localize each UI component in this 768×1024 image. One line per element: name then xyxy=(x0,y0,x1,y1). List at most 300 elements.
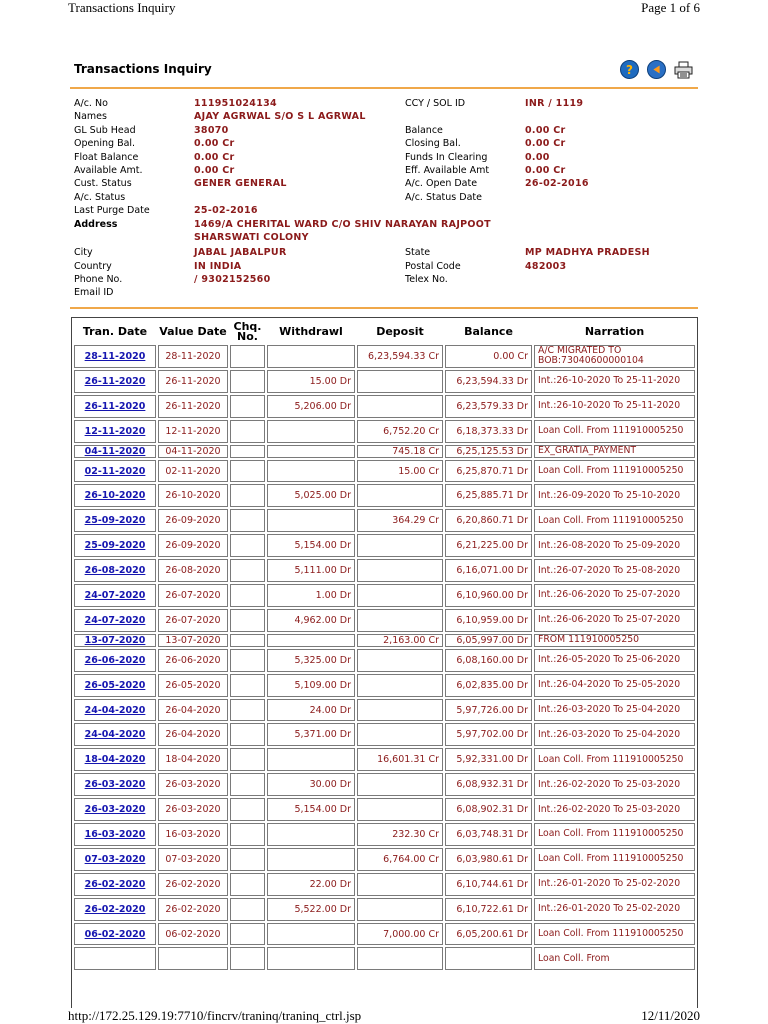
info-row xyxy=(74,138,700,151)
withdrawl-cell: 5,154.00 Dr xyxy=(267,798,355,821)
withdrawl-cell: 5,025.00 Dr xyxy=(267,484,355,507)
print-icon[interactable] xyxy=(674,61,693,79)
deposit-cell: 745.18 Cr xyxy=(357,445,443,458)
narration-cell: Loan Coll. From 111910005250 xyxy=(534,748,695,771)
tran-date-link[interactable]: 16-03-2020 xyxy=(84,828,146,840)
address-line2: SHARSWATI COLONY xyxy=(194,231,309,243)
tran-date-cell xyxy=(74,798,156,821)
chq-no-cell xyxy=(230,748,265,771)
narration-cell: Int.:26-01-2020 To 25-02-2020 xyxy=(534,898,695,921)
tran-date-link[interactable]: 26-11-2020 xyxy=(84,375,146,387)
tran-date-link[interactable]: 26-02-2020 xyxy=(84,903,146,915)
narration-cell: Loan Coll. From 111910005250 xyxy=(534,509,695,532)
withdrawl-cell xyxy=(267,445,355,458)
balance-cell xyxy=(445,947,532,970)
table-row xyxy=(74,748,695,771)
chq-no-cell xyxy=(230,534,265,557)
chq-no-cell xyxy=(230,460,265,483)
names-label: Names xyxy=(74,111,107,123)
chq-no-cell xyxy=(230,898,265,921)
table-row xyxy=(74,923,695,946)
print-header-page: Page 1 of 6 xyxy=(641,0,700,15)
open-date-label: A/c. Open Date xyxy=(405,178,478,190)
tran-date-cell xyxy=(74,370,156,393)
tran-date-link[interactable]: 26-06-2020 xyxy=(84,654,146,666)
address-label: Address xyxy=(74,218,118,230)
value-date-cell: 26-11-2020 xyxy=(158,395,228,418)
ccy-value: INR / 1119 xyxy=(525,98,584,109)
deposit-cell xyxy=(357,534,443,557)
value-date-cell: 02-11-2020 xyxy=(158,460,228,483)
tran-date-cell xyxy=(74,898,156,921)
chq-no-cell xyxy=(230,370,265,393)
tran-date-cell xyxy=(74,634,156,647)
float-value: 0.00 Cr xyxy=(194,151,235,163)
table-row xyxy=(74,773,695,796)
withdrawl-cell xyxy=(267,848,355,871)
opening-label: Opening Bal. xyxy=(74,138,136,150)
table-header-row xyxy=(74,320,695,343)
withdrawl-cell xyxy=(267,748,355,771)
open-date-value: 26-02-2016 xyxy=(525,178,589,190)
withdrawl-cell: 15.00 Dr xyxy=(267,370,355,393)
chq-no-cell xyxy=(230,584,265,607)
help-icon[interactable]: ? xyxy=(620,60,639,79)
table-row xyxy=(74,699,695,722)
purge-value: 25-02-2016 xyxy=(194,205,258,217)
tran-date-link[interactable]: 02-11-2020 xyxy=(84,465,146,477)
withdrawl-cell xyxy=(267,823,355,846)
narration-cell: Int.:26-06-2020 To 25-07-2020 xyxy=(534,609,695,632)
withdrawl-cell: 5,371.00 Dr xyxy=(267,723,355,746)
tran-date-link[interactable]: 13-07-2020 xyxy=(84,634,146,646)
closing-value: 0.00 Cr xyxy=(525,138,566,150)
eff-label: Eff. Available Amt xyxy=(405,164,490,176)
balance-cell: 6,25,125.53 Dr xyxy=(445,445,532,458)
balance-cell: 6,16,071.00 Dr xyxy=(445,559,532,582)
balance-cell: 6,25,870.71 Dr xyxy=(445,460,532,483)
value-date-cell: 26-10-2020 xyxy=(158,484,228,507)
tran-date-link[interactable]: 18-04-2020 xyxy=(84,754,146,766)
print-header-title: Transactions Inquiry xyxy=(68,0,176,15)
value-date-cell: 26-09-2020 xyxy=(158,534,228,557)
deposit-cell: 15.00 Cr xyxy=(357,460,443,483)
col-withdrawl: Withdrawl xyxy=(279,324,343,338)
deposit-cell: 364.29 Cr xyxy=(357,509,443,532)
chq-no-cell xyxy=(230,484,265,507)
narration-cell: Int.:26-06-2020 To 25-07-2020 xyxy=(534,584,695,607)
info-row xyxy=(74,111,700,124)
value-date-cell: 07-03-2020 xyxy=(158,848,228,871)
opening-value: 0.00 Cr xyxy=(194,138,235,150)
deposit-cell: 7,000.00 Cr xyxy=(357,923,443,946)
float-label: Float Balance xyxy=(74,151,139,163)
tran-date-cell xyxy=(74,674,156,697)
cust-status-value: GENER GENERAL xyxy=(194,178,287,190)
title-divider xyxy=(70,87,698,89)
deposit-cell xyxy=(357,395,443,418)
info-row xyxy=(74,219,700,246)
tran-date-link[interactable]: 24-07-2020 xyxy=(84,589,146,601)
table-row xyxy=(74,649,695,672)
chq-no-cell xyxy=(230,947,265,970)
phone-value: / 9302152560 xyxy=(194,274,271,286)
balance-cell: 5,97,702.00 Dr xyxy=(445,723,532,746)
balance-cell: 6,25,885.71 Dr xyxy=(445,484,532,507)
table-row xyxy=(74,609,695,632)
table-row xyxy=(74,420,695,443)
withdrawl-cell xyxy=(267,420,355,443)
balance-cell: 6,03,748.31 Dr xyxy=(445,823,532,846)
tran-date-link[interactable]: 26-05-2020 xyxy=(84,679,146,691)
tran-date-link[interactable]: 07-03-2020 xyxy=(84,853,146,865)
balance-cell: 6,05,997.00 Dr xyxy=(445,634,532,647)
state-value: MP MADHYA PRADESH xyxy=(525,247,650,259)
withdrawl-cell xyxy=(267,923,355,946)
withdrawl-cell: 5,111.00 Dr xyxy=(267,559,355,582)
tran-date-link[interactable]: 26-02-2020 xyxy=(84,878,146,890)
table-row xyxy=(74,674,695,697)
eff-value: 0.00 Cr xyxy=(525,164,566,176)
chq-no-cell xyxy=(230,649,265,672)
deposit-cell: 16,601.31 Cr xyxy=(357,748,443,771)
telex-label: Telex No. xyxy=(405,274,448,286)
narration-cell: Loan Coll. From 111910005250 xyxy=(534,420,695,443)
col-chq-no: Chq. No. xyxy=(233,319,262,343)
tran-date-cell xyxy=(74,509,156,532)
transactions-body xyxy=(74,345,695,970)
ac-status-label: A/c. Status xyxy=(74,191,126,203)
tran-date-link[interactable]: 25-09-2020 xyxy=(84,540,146,552)
chq-no-cell xyxy=(230,395,265,418)
tran-date-link[interactable]: 25-09-2020 xyxy=(84,515,146,527)
deposit-cell xyxy=(357,584,443,607)
balance-cell: 6,05,200.61 Dr xyxy=(445,923,532,946)
ccy-label: CCY / SOL ID xyxy=(405,98,466,109)
table-row xyxy=(74,509,695,532)
value-date-cell: 26-04-2020 xyxy=(158,699,228,722)
chq-no-cell xyxy=(230,509,265,532)
table-row xyxy=(74,584,695,607)
deposit-cell: 6,752.20 Cr xyxy=(357,420,443,443)
value-date-cell: 26-07-2020 xyxy=(158,609,228,632)
deposit-cell xyxy=(357,773,443,796)
info-divider xyxy=(70,307,698,309)
narration-cell: FROM 111910005250 xyxy=(534,634,695,647)
narration-cell: Int.:26-10-2020 To 25-11-2020 xyxy=(534,370,695,393)
balance-cell: 6,10,722.61 Dr xyxy=(445,898,532,921)
chq-no-cell xyxy=(230,420,265,443)
col-value-date: Value Date xyxy=(159,324,227,338)
info-row xyxy=(74,205,700,218)
withdrawl-cell: 5,206.00 Dr xyxy=(267,395,355,418)
balance-cell: 6,10,960.00 Dr xyxy=(445,584,532,607)
withdrawl-cell xyxy=(267,509,355,532)
info-row xyxy=(74,165,700,178)
tran-date-link[interactable]: 28-11-2020 xyxy=(84,350,146,362)
chq-no-cell xyxy=(230,445,265,458)
ac-no-label: A/c. No xyxy=(74,98,108,109)
toolbar xyxy=(620,60,693,79)
tran-date-cell xyxy=(74,345,156,368)
value-date-cell: 18-04-2020 xyxy=(158,748,228,771)
value-date-cell: 16-03-2020 xyxy=(158,823,228,846)
narration-cell: Int.:26-08-2020 To 25-09-2020 xyxy=(534,534,695,557)
tran-date-cell xyxy=(74,559,156,582)
balance-cell: 6,10,959.00 Dr xyxy=(445,609,532,632)
balance-cell: 6,10,744.61 Dr xyxy=(445,873,532,896)
narration-cell: Int.:26-02-2020 To 25-03-2020 xyxy=(534,773,695,796)
state-label: State xyxy=(405,247,431,259)
tran-date-cell xyxy=(74,723,156,746)
table-row xyxy=(74,559,695,582)
clearing-label: Funds In Clearing xyxy=(405,151,488,163)
tran-date-cell xyxy=(74,823,156,846)
available-value: 0.00 Cr xyxy=(194,164,235,176)
tran-date-cell xyxy=(74,699,156,722)
gl-value: 38070 xyxy=(194,124,229,136)
table-row xyxy=(74,534,695,557)
table-row xyxy=(74,798,695,821)
deposit-cell xyxy=(357,609,443,632)
transactions-table xyxy=(72,318,697,972)
tran-date-link[interactable]: 26-03-2020 xyxy=(84,779,146,791)
table-row xyxy=(74,445,695,458)
print-footer-date: 12/11/2020 xyxy=(641,1008,700,1023)
value-date-cell: 26-02-2020 xyxy=(158,873,228,896)
narration-cell: Int.:26-01-2020 To 25-02-2020 xyxy=(534,873,695,896)
balance-cell: 6,02,835.00 Dr xyxy=(445,674,532,697)
available-label: Available Amt. xyxy=(74,164,143,176)
city-value: JABAL JABALPUR xyxy=(194,247,287,259)
narration-cell: Loan Coll. From xyxy=(534,947,695,970)
deposit-cell xyxy=(357,723,443,746)
withdrawl-cell: 24.00 Dr xyxy=(267,699,355,722)
narration-cell: EX_GRATIA_PAYMENT xyxy=(534,445,695,458)
email-label: Email ID xyxy=(74,287,114,299)
withdrawl-cell: 4,962.00 Dr xyxy=(267,609,355,632)
print-header xyxy=(0,0,768,16)
deposit-cell: 2,163.00 Cr xyxy=(357,634,443,647)
deposit-cell xyxy=(357,798,443,821)
postal-label: Postal Code xyxy=(405,260,461,272)
narration-cell: Loan Coll. From 111910005250 xyxy=(534,848,695,871)
value-date-cell: 26-08-2020 xyxy=(158,559,228,582)
chq-no-cell xyxy=(230,674,265,697)
narration-cell: Int.:26-10-2020 To 25-11-2020 xyxy=(534,395,695,418)
info-row xyxy=(74,287,700,300)
narration-cell: Int.:26-05-2020 To 25-06-2020 xyxy=(534,649,695,672)
balance-cell: 6,08,932.31 Dr xyxy=(445,773,532,796)
tran-date-cell xyxy=(74,947,156,970)
table-row xyxy=(74,345,695,368)
chq-no-cell xyxy=(230,723,265,746)
tran-date-link[interactable]: 26-11-2020 xyxy=(84,400,146,412)
tran-date-link[interactable]: 26-03-2020 xyxy=(84,804,146,816)
value-date-cell: 26-03-2020 xyxy=(158,773,228,796)
tran-date-cell xyxy=(74,460,156,483)
info-row xyxy=(74,178,700,191)
table-row xyxy=(74,723,695,746)
info-row xyxy=(74,192,700,205)
deposit-cell: 6,764.00 Cr xyxy=(357,848,443,871)
transactions-table-wrapper xyxy=(71,317,698,1008)
withdrawl-cell: 30.00 Dr xyxy=(267,773,355,796)
deposit-cell: 232.30 Cr xyxy=(357,823,443,846)
address-line1: 1469/A CHERITAL WARD C/O SHIV NARAYAN RAJPOOT xyxy=(194,218,491,230)
chq-no-cell xyxy=(230,873,265,896)
narration-cell: Loan Coll. From 111910005250 xyxy=(534,923,695,946)
chq-no-cell xyxy=(230,923,265,946)
table-row xyxy=(74,848,695,871)
city-label: City xyxy=(74,247,93,259)
withdrawl-cell: 5,109.00 Dr xyxy=(267,674,355,697)
deposit-cell xyxy=(357,484,443,507)
narration-cell: Loan Coll. From 111910005250 xyxy=(534,460,695,483)
value-date-cell: 26-09-2020 xyxy=(158,509,228,532)
value-date-cell: 28-11-2020 xyxy=(158,345,228,368)
back-icon[interactable] xyxy=(647,60,666,79)
table-row xyxy=(74,873,695,896)
col-tran-date: Tran. Date xyxy=(82,324,148,338)
tran-date-cell xyxy=(74,395,156,418)
col-narration: Narration xyxy=(584,324,645,338)
table-row xyxy=(74,484,695,507)
table-row xyxy=(74,634,695,647)
tran-date-cell xyxy=(74,609,156,632)
value-date-cell xyxy=(158,947,228,970)
chq-no-cell xyxy=(230,823,265,846)
deposit-cell xyxy=(357,559,443,582)
value-date-cell: 26-05-2020 xyxy=(158,674,228,697)
country-value: IN INDIA xyxy=(194,260,242,272)
col-balance: Balance xyxy=(464,324,513,338)
narration-cell: Loan Coll. From 111910005250 xyxy=(534,823,695,846)
balance-cell: 6,23,594.33 Dr xyxy=(445,370,532,393)
print-footer-url: http://172.25.129.19:7710/fincrv/traninq/traninq_ctrl.jsp xyxy=(68,1008,362,1023)
purge-label: Last Purge Date xyxy=(74,205,150,217)
deposit-cell xyxy=(357,370,443,393)
withdrawl-cell: 22.00 Dr xyxy=(267,873,355,896)
value-date-cell: 26-04-2020 xyxy=(158,723,228,746)
narration-cell: Int.:26-09-2020 To 25-10-2020 xyxy=(534,484,695,507)
account-info xyxy=(74,98,700,301)
table-row xyxy=(74,370,695,393)
table-row xyxy=(74,460,695,483)
withdrawl-cell xyxy=(267,460,355,483)
cust-status-label: Cust. Status xyxy=(74,178,132,190)
deposit-cell: 6,23,594.33 Cr xyxy=(357,345,443,368)
tran-date-link[interactable]: 12-11-2020 xyxy=(84,425,146,437)
withdrawl-cell xyxy=(267,634,355,647)
tran-date-cell xyxy=(74,748,156,771)
postal-value: 482003 xyxy=(525,260,567,272)
narration-cell: Int.:26-07-2020 To 25-08-2020 xyxy=(534,559,695,582)
chq-no-cell xyxy=(230,609,265,632)
tran-date-link[interactable]: 26-10-2020 xyxy=(84,490,146,502)
balance-cell: 6,23,579.33 Dr xyxy=(445,395,532,418)
tran-date-cell xyxy=(74,584,156,607)
value-date-cell: 13-07-2020 xyxy=(158,634,228,647)
table-row xyxy=(74,395,695,418)
withdrawl-cell: 5,154.00 Dr xyxy=(267,534,355,557)
balance-cell: 5,97,726.00 Dr xyxy=(445,699,532,722)
chq-no-cell xyxy=(230,773,265,796)
tran-date-cell xyxy=(74,848,156,871)
ac-no-value: 111951024134 xyxy=(194,98,277,109)
balance-cell: 6,18,373.33 Dr xyxy=(445,420,532,443)
clearing-value: 0.00 xyxy=(525,151,550,163)
balance-cell: 6,21,225.00 Dr xyxy=(445,534,532,557)
tran-date-link[interactable]: 24-04-2020 xyxy=(84,704,146,716)
chq-no-cell xyxy=(230,345,265,368)
value-date-cell: 06-02-2020 xyxy=(158,923,228,946)
table-row xyxy=(74,898,695,921)
tran-date-cell xyxy=(74,773,156,796)
narration-cell: A/C MIGRATED TO BOB:73040600000104 xyxy=(534,345,695,368)
chq-no-cell xyxy=(230,634,265,647)
info-row xyxy=(74,261,700,274)
narration-cell: Int.:26-02-2020 To 25-03-2020 xyxy=(534,798,695,821)
deposit-cell xyxy=(357,898,443,921)
deposit-cell xyxy=(357,947,443,970)
deposit-cell xyxy=(357,873,443,896)
tran-date-link[interactable]: 26-08-2020 xyxy=(84,565,146,577)
ac-status-date-label: A/c. Status Date xyxy=(405,191,482,203)
tran-date-link[interactable]: 06-02-2020 xyxy=(84,928,146,940)
balance-cell: 6,08,160.00 Dr xyxy=(445,649,532,672)
narration-cell: Int.:26-03-2020 To 25-04-2020 xyxy=(534,723,695,746)
chq-no-cell xyxy=(230,798,265,821)
info-row xyxy=(74,274,700,287)
deposit-cell xyxy=(357,674,443,697)
info-row xyxy=(74,98,700,111)
tran-date-cell xyxy=(74,534,156,557)
print-footer xyxy=(0,1008,768,1024)
table-row xyxy=(74,947,695,970)
deposit-cell xyxy=(357,699,443,722)
col-deposit: Deposit xyxy=(376,324,424,338)
gl-label: GL Sub Head xyxy=(74,124,136,136)
value-date-cell: 26-03-2020 xyxy=(158,798,228,821)
balance-cell: 0.00 Cr xyxy=(445,345,532,368)
narration-cell: Int.:26-04-2020 To 25-05-2020 xyxy=(534,674,695,697)
balance-cell: 6,20,860.71 Dr xyxy=(445,509,532,532)
country-label: Country xyxy=(74,260,112,272)
tran-date-cell xyxy=(74,873,156,896)
tran-date-cell xyxy=(74,420,156,443)
tran-date-link[interactable]: 24-04-2020 xyxy=(84,729,146,741)
table-row xyxy=(74,823,695,846)
value-date-cell: 26-06-2020 xyxy=(158,649,228,672)
balance-cell: 5,92,331.00 Dr xyxy=(445,748,532,771)
value-date-cell: 26-07-2020 xyxy=(158,584,228,607)
tran-date-link[interactable]: 04-11-2020 xyxy=(84,445,146,457)
tran-date-cell xyxy=(74,484,156,507)
tran-date-cell xyxy=(74,649,156,672)
closing-label: Closing Bal. xyxy=(405,138,461,150)
names-value: AJAY AGRWAL S/O S L AGRWAL xyxy=(194,111,366,123)
tran-date-cell xyxy=(74,445,156,458)
balance-label: Balance xyxy=(405,124,443,136)
deposit-cell xyxy=(357,649,443,672)
info-row xyxy=(74,152,700,165)
withdrawl-cell xyxy=(267,345,355,368)
info-row xyxy=(74,125,700,138)
value-date-cell: 26-02-2020 xyxy=(158,898,228,921)
chq-no-cell xyxy=(230,848,265,871)
tran-date-link[interactable]: 24-07-2020 xyxy=(84,614,146,626)
